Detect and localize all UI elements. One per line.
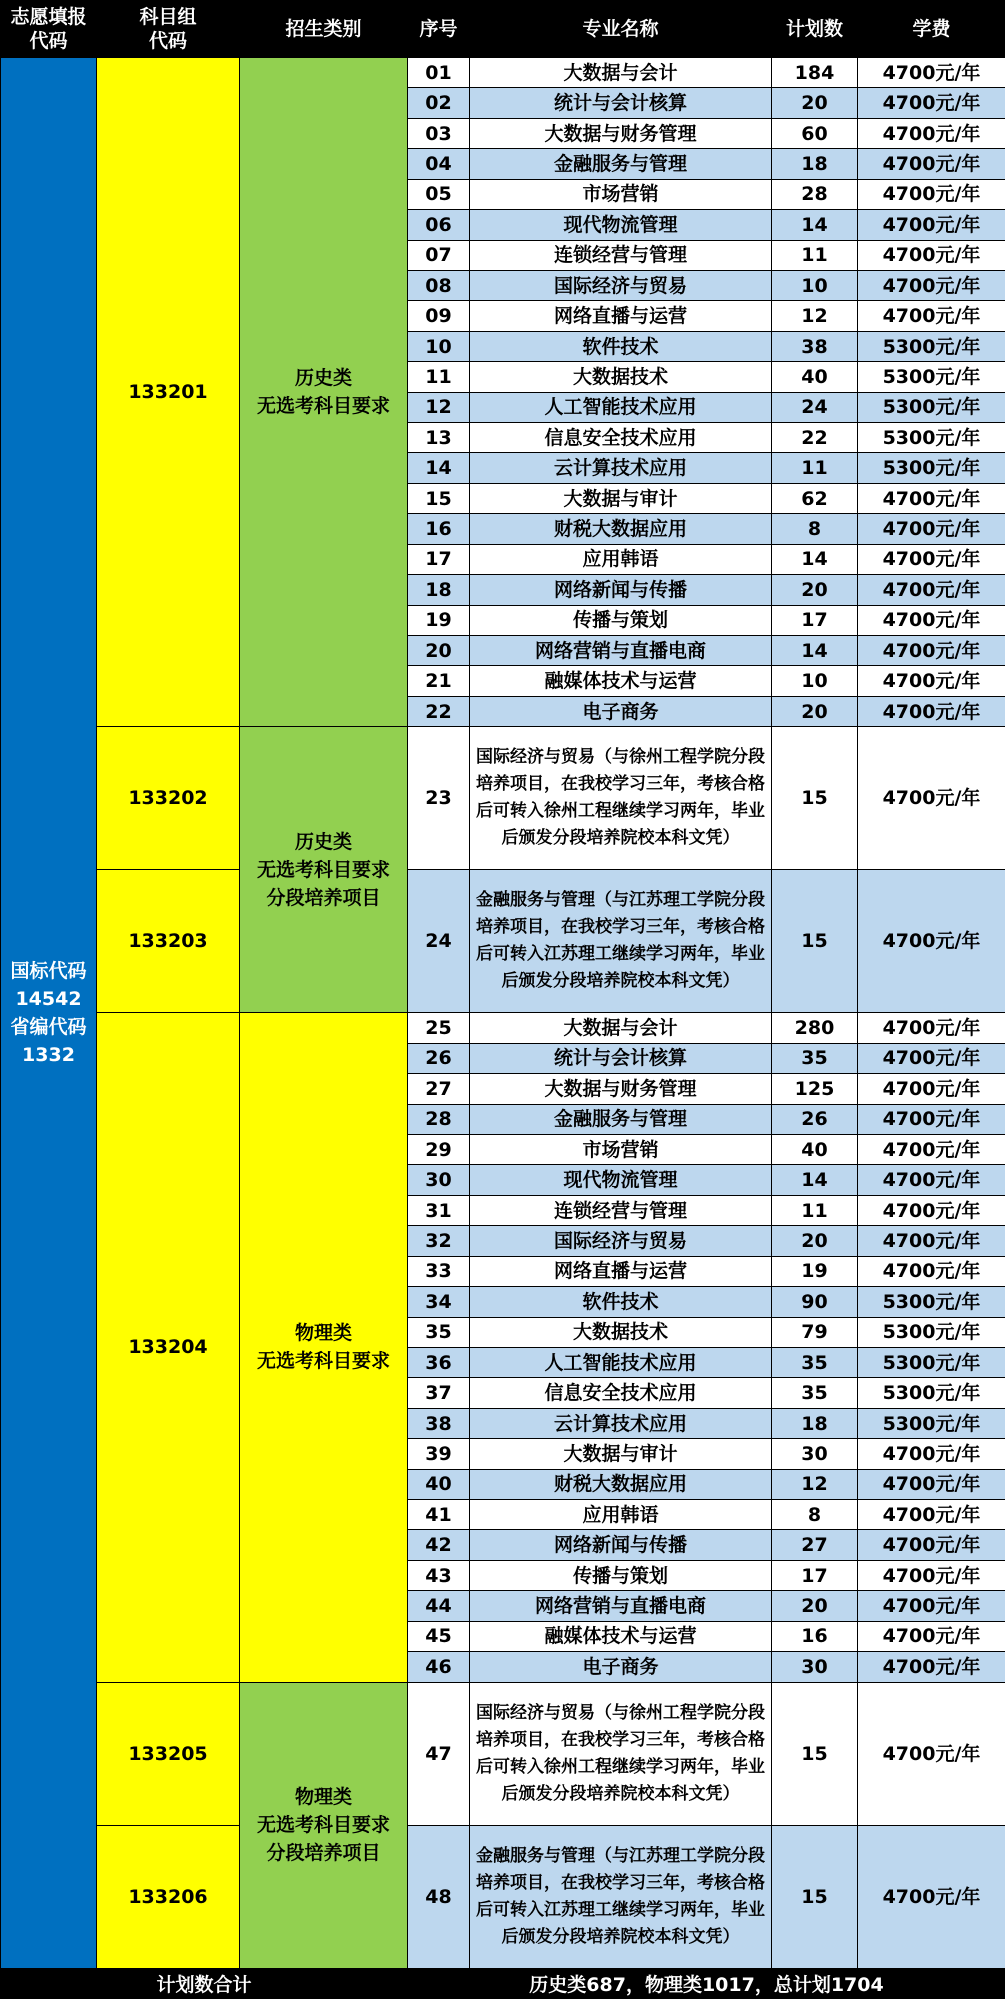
plan-count-cell: 18 [772, 1408, 858, 1438]
category-text: 物理类 无选考科目要求 分段培养项目 [256, 1786, 390, 1865]
major-name-cell: 传播与策划 [470, 605, 772, 635]
plan-count-cell: 15 [772, 870, 858, 1013]
tuition-cell: 5300元/年 [858, 423, 1005, 453]
tuition-cell: 5300元/年 [858, 1347, 1005, 1377]
table-row [1, 1013, 1005, 1043]
table-row [1, 727, 1005, 870]
plan-count-cell: 19 [772, 1256, 858, 1286]
major-name-cell: 市场营销 [470, 179, 772, 209]
major-name-cell: 大数据与会计 [470, 58, 772, 88]
major-name-cell: 财税大数据应用 [470, 1469, 772, 1499]
plan-count-cell: 280 [772, 1013, 858, 1043]
major-name-cell: 大数据技术 [470, 362, 772, 392]
tuition-cell: 4700元/年 [858, 1652, 1005, 1682]
major-name-cell: 现代物流管理 [470, 1165, 772, 1195]
tuition-cell: 5300元/年 [858, 392, 1005, 422]
tuition-cell: 4700元/年 [858, 544, 1005, 574]
plan-count-cell: 22 [772, 423, 858, 453]
plan-count-cell: 14 [772, 1165, 858, 1195]
category-text: 历史类 无选考科目要求 [256, 367, 390, 418]
plan-count-cell: 12 [772, 1469, 858, 1499]
plan-count-cell: 11 [772, 1195, 858, 1225]
tuition-cell: 5300元/年 [858, 1287, 1005, 1317]
plan-count-cell: 10 [772, 270, 858, 300]
tuition-cell: 5300元/年 [858, 362, 1005, 392]
tuition-cell: 4700元/年 [858, 1013, 1005, 1043]
tuition-cell: 4700元/年 [858, 88, 1005, 118]
major-name-cell: 金融服务与管理 [470, 149, 772, 179]
tuition-cell: 4700元/年 [858, 1530, 1005, 1560]
major-name-cell: 融媒体技术与运营 [470, 1621, 772, 1651]
tuition-cell: 4700元/年 [858, 1825, 1005, 1968]
seq-cell: 25 [408, 1013, 470, 1043]
seq-cell: 48 [408, 1825, 470, 1968]
plan-count-cell: 15 [772, 1825, 858, 1968]
seq-cell: 26 [408, 1043, 470, 1073]
table-row [1, 870, 1005, 1013]
seq-cell: 45 [408, 1621, 470, 1651]
seq-cell: 03 [408, 118, 470, 148]
major-name-cell: 信息安全技术应用 [470, 423, 772, 453]
volunteer-code-text: 国标代码 14542 省编代码 1332 [10, 960, 87, 1066]
header-category: 招生类别 [240, 1, 408, 58]
tuition-cell: 4700元/年 [858, 1043, 1005, 1073]
seq-cell: 23 [408, 727, 470, 870]
major-name-cell: 融媒体技术与运营 [470, 666, 772, 696]
seq-cell: 10 [408, 331, 470, 361]
seq-cell: 47 [408, 1682, 470, 1825]
tuition-cell: 4700元/年 [858, 666, 1005, 696]
major-name-cell: 应用韩语 [470, 544, 772, 574]
tuition-cell: 4700元/年 [858, 118, 1005, 148]
seq-cell: 04 [408, 149, 470, 179]
tuition-cell: 4700元/年 [858, 1195, 1005, 1225]
seq-cell: 32 [408, 1226, 470, 1256]
category-text: 历史类 无选考科目要求 分段培养项目 [256, 830, 390, 909]
plan-count-cell: 14 [772, 210, 858, 240]
plan-count-cell: 62 [772, 483, 858, 513]
major-name-cell: 软件技术 [470, 331, 772, 361]
major-name-cell: 大数据与审计 [470, 1439, 772, 1469]
plan-count-cell: 38 [772, 331, 858, 361]
tuition-cell: 4700元/年 [858, 605, 1005, 635]
major-name-cell: 大数据与审计 [470, 483, 772, 513]
plan-count-cell: 90 [772, 1287, 858, 1317]
major-name-cell: 市场营销 [470, 1135, 772, 1165]
major-name-cell: 云计算技术应用 [470, 453, 772, 483]
seq-cell: 31 [408, 1195, 470, 1225]
tuition-cell: 4700元/年 [858, 58, 1005, 88]
seq-cell: 43 [408, 1560, 470, 1590]
tuition-cell: 4700元/年 [858, 636, 1005, 666]
plan-count-cell: 125 [772, 1074, 858, 1104]
group-code-cell: 133202 [97, 727, 240, 870]
tuition-cell: 4700元/年 [858, 301, 1005, 331]
seq-cell: 14 [408, 453, 470, 483]
plan-count-cell: 17 [772, 605, 858, 635]
plan-count-cell: 20 [772, 1591, 858, 1621]
tuition-cell: 4700元/年 [858, 575, 1005, 605]
tuition-cell: 4700元/年 [858, 240, 1005, 270]
tuition-cell: 4700元/年 [858, 1104, 1005, 1134]
major-name-cell: 信息安全技术应用 [470, 1378, 772, 1408]
major-name-cell: 网络营销与直播电商 [470, 636, 772, 666]
seq-cell: 21 [408, 666, 470, 696]
footer-row [1, 1969, 1005, 1999]
seq-cell: 41 [408, 1500, 470, 1530]
plan-count-cell: 12 [772, 301, 858, 331]
plan-count-cell: 20 [772, 1226, 858, 1256]
footer-summary: 历史类687，物理类1017，总计划1704 [408, 1969, 1005, 1999]
plan-count-cell: 11 [772, 453, 858, 483]
category-cell [240, 58, 408, 727]
seq-cell: 33 [408, 1256, 470, 1286]
tuition-cell: 5300元/年 [858, 1408, 1005, 1438]
category-cell [240, 1682, 408, 1968]
seq-cell: 06 [408, 210, 470, 240]
tuition-cell: 4700元/年 [858, 1621, 1005, 1651]
category-cell [240, 1013, 408, 1682]
tuition-cell: 5300元/年 [858, 1378, 1005, 1408]
plan-count-cell: 40 [772, 1135, 858, 1165]
seq-cell: 11 [408, 362, 470, 392]
plan-count-cell: 10 [772, 666, 858, 696]
major-name-cell: 连锁经营与管理 [470, 1195, 772, 1225]
major-name-cell: 网络直播与运营 [470, 301, 772, 331]
seq-cell: 17 [408, 544, 470, 574]
plan-count-cell: 30 [772, 1439, 858, 1469]
plan-count-cell: 18 [772, 149, 858, 179]
tuition-cell: 4700元/年 [858, 270, 1005, 300]
plan-count-cell: 24 [772, 392, 858, 422]
plan-count-cell: 20 [772, 696, 858, 726]
seq-cell: 20 [408, 636, 470, 666]
seq-cell: 01 [408, 58, 470, 88]
seq-cell: 46 [408, 1652, 470, 1682]
group-code-cell: 133203 [97, 870, 240, 1013]
major-name-cell: 现代物流管理 [470, 210, 772, 240]
plan-count-cell: 184 [772, 58, 858, 88]
tuition-cell: 4700元/年 [858, 483, 1005, 513]
major-name-cell: 统计与会计核算 [470, 1043, 772, 1073]
tuition-cell: 4700元/年 [858, 1560, 1005, 1590]
tuition-cell: 4700元/年 [858, 1135, 1005, 1165]
plan-count-cell: 15 [772, 1682, 858, 1825]
seq-cell: 07 [408, 240, 470, 270]
seq-cell: 35 [408, 1317, 470, 1347]
volunteer-code-cell [1, 58, 97, 1969]
group-code-cell: 133201 [97, 58, 240, 727]
table-row [1, 1682, 1005, 1825]
tuition-cell: 4700元/年 [858, 1165, 1005, 1195]
table-row [1, 58, 1005, 88]
plan-count-cell: 26 [772, 1104, 858, 1134]
plan-count-cell: 8 [772, 1500, 858, 1530]
tuition-cell: 4700元/年 [858, 1226, 1005, 1256]
plan-count-cell: 16 [772, 1621, 858, 1651]
seq-cell: 15 [408, 483, 470, 513]
plan-count-cell: 27 [772, 1530, 858, 1560]
tuition-cell: 4700元/年 [858, 1500, 1005, 1530]
seq-cell: 37 [408, 1378, 470, 1408]
plan-count-cell: 11 [772, 240, 858, 270]
tuition-cell: 5300元/年 [858, 331, 1005, 361]
group-code-cell: 133204 [97, 1013, 240, 1682]
group-code-cell: 133205 [97, 1682, 240, 1825]
plan-count-cell: 20 [772, 575, 858, 605]
major-name-cell: 国际经济与贸易 [470, 270, 772, 300]
major-name-cell: 金融服务与管理 [470, 1104, 772, 1134]
plan-count-cell: 30 [772, 1652, 858, 1682]
seq-cell: 34 [408, 1287, 470, 1317]
plan-count-cell: 35 [772, 1347, 858, 1377]
major-name-cell: 人工智能技术应用 [470, 1347, 772, 1377]
plan-count-cell: 14 [772, 544, 858, 574]
major-name-cell: 网络营销与直播电商 [470, 1591, 772, 1621]
major-name-cell: 连锁经营与管理 [470, 240, 772, 270]
plan-count-cell: 40 [772, 362, 858, 392]
tuition-cell: 5300元/年 [858, 1317, 1005, 1347]
tuition-cell: 4700元/年 [858, 1469, 1005, 1499]
plan-count-cell: 20 [772, 88, 858, 118]
tuition-cell: 4700元/年 [858, 1682, 1005, 1825]
header-fee: 学费 [858, 1, 1005, 58]
major-name-cell: 网络直播与运营 [470, 1256, 772, 1286]
plan-count-cell: 14 [772, 636, 858, 666]
tuition-cell: 4700元/年 [858, 1439, 1005, 1469]
plan-count-cell: 28 [772, 179, 858, 209]
major-name-cell: 统计与会计核算 [470, 88, 772, 118]
header-plan: 计划数 [772, 1, 858, 58]
seq-cell: 27 [408, 1074, 470, 1104]
seq-cell: 13 [408, 423, 470, 453]
major-name-cell: 大数据技术 [470, 1317, 772, 1347]
category-text: 物理类 无选考科目要求 [256, 1322, 390, 1373]
seq-cell: 28 [408, 1104, 470, 1134]
plan-count-cell: 60 [772, 118, 858, 148]
tuition-cell: 4700元/年 [858, 870, 1005, 1013]
plan-count-cell: 8 [772, 514, 858, 544]
seq-cell: 38 [408, 1408, 470, 1438]
seq-cell: 39 [408, 1439, 470, 1469]
seq-cell: 18 [408, 575, 470, 605]
major-name-cell: 电子商务 [470, 1652, 772, 1682]
seq-cell: 08 [408, 270, 470, 300]
tuition-cell: 5300元/年 [858, 453, 1005, 483]
header-major: 专业名称 [470, 1, 772, 58]
major-name-cell: 传播与策划 [470, 1560, 772, 1590]
plan-count-cell: 35 [772, 1378, 858, 1408]
major-name-cell: 金融服务与管理（与江苏理工学院分段培养项目，在我校学习三年，考核合格后可转入江苏理工继续学习两年，毕业后颁发分段培养院校本科文凭） [470, 870, 772, 1013]
tuition-cell: 4700元/年 [858, 149, 1005, 179]
seq-cell: 09 [408, 301, 470, 331]
plan-count-cell: 79 [772, 1317, 858, 1347]
major-name-cell: 应用韩语 [470, 1500, 772, 1530]
tuition-cell: 4700元/年 [858, 1074, 1005, 1104]
major-name-cell: 网络新闻与传播 [470, 575, 772, 605]
header-seq: 序号 [408, 1, 470, 58]
seq-cell: 30 [408, 1165, 470, 1195]
major-name-cell: 电子商务 [470, 696, 772, 726]
major-name-cell: 国际经济与贸易（与徐州工程学院分段培养项目，在我校学习三年，考核合格后可转入徐州工程继续学习两年，毕业后颁发分段培养院校本科文凭） [470, 1682, 772, 1825]
major-name-cell: 财税大数据应用 [470, 514, 772, 544]
tuition-cell: 4700元/年 [858, 696, 1005, 726]
footer-label: 计划数合计 [1, 1969, 408, 1999]
seq-cell: 16 [408, 514, 470, 544]
seq-cell: 19 [408, 605, 470, 635]
major-name-cell: 云计算技术应用 [470, 1408, 772, 1438]
major-name-cell: 大数据与会计 [470, 1013, 772, 1043]
tuition-cell: 4700元/年 [858, 179, 1005, 209]
table-body [1, 58, 1005, 1969]
major-name-cell: 网络新闻与传播 [470, 1530, 772, 1560]
tuition-cell: 4700元/年 [858, 1256, 1005, 1286]
tuition-cell: 4700元/年 [858, 514, 1005, 544]
plan-count-cell: 35 [772, 1043, 858, 1073]
seq-cell: 12 [408, 392, 470, 422]
major-name-cell: 人工智能技术应用 [470, 392, 772, 422]
seq-cell: 22 [408, 696, 470, 726]
seq-cell: 24 [408, 870, 470, 1013]
plan-count-cell: 17 [772, 1560, 858, 1590]
major-name-cell: 金融服务与管理（与江苏理工学院分段培养项目，在我校学习三年，考核合格后可转入江苏理工继续学习两年，毕业后颁发分段培养院校本科文凭） [470, 1825, 772, 1968]
header-group-code: 科目组 代码 [97, 1, 240, 58]
tuition-cell: 4700元/年 [858, 210, 1005, 240]
table-row [1, 1825, 1005, 1968]
major-name-cell: 大数据与财务管理 [470, 1074, 772, 1104]
category-cell [240, 727, 408, 1013]
seq-cell: 36 [408, 1347, 470, 1377]
tuition-cell: 4700元/年 [858, 727, 1005, 870]
plan-count-cell: 15 [772, 727, 858, 870]
seq-cell: 29 [408, 1135, 470, 1165]
major-name-cell: 国际经济与贸易 [470, 1226, 772, 1256]
major-name-cell: 国际经济与贸易（与徐州工程学院分段培养项目，在我校学习三年，考核合格后可转入徐州工程继续学习两年，毕业后颁发分段培养院校本科文凭） [470, 727, 772, 870]
seq-cell: 44 [408, 1591, 470, 1621]
seq-cell: 42 [408, 1530, 470, 1560]
seq-cell: 02 [408, 88, 470, 118]
seq-cell: 40 [408, 1469, 470, 1499]
group-code-cell: 133206 [97, 1825, 240, 1968]
major-name-cell: 软件技术 [470, 1287, 772, 1317]
header-volunteer-code: 志愿填报 代码 [1, 1, 97, 58]
major-name-cell: 大数据与财务管理 [470, 118, 772, 148]
seq-cell: 05 [408, 179, 470, 209]
tuition-cell: 4700元/年 [858, 1591, 1005, 1621]
header-row [1, 1, 1005, 58]
